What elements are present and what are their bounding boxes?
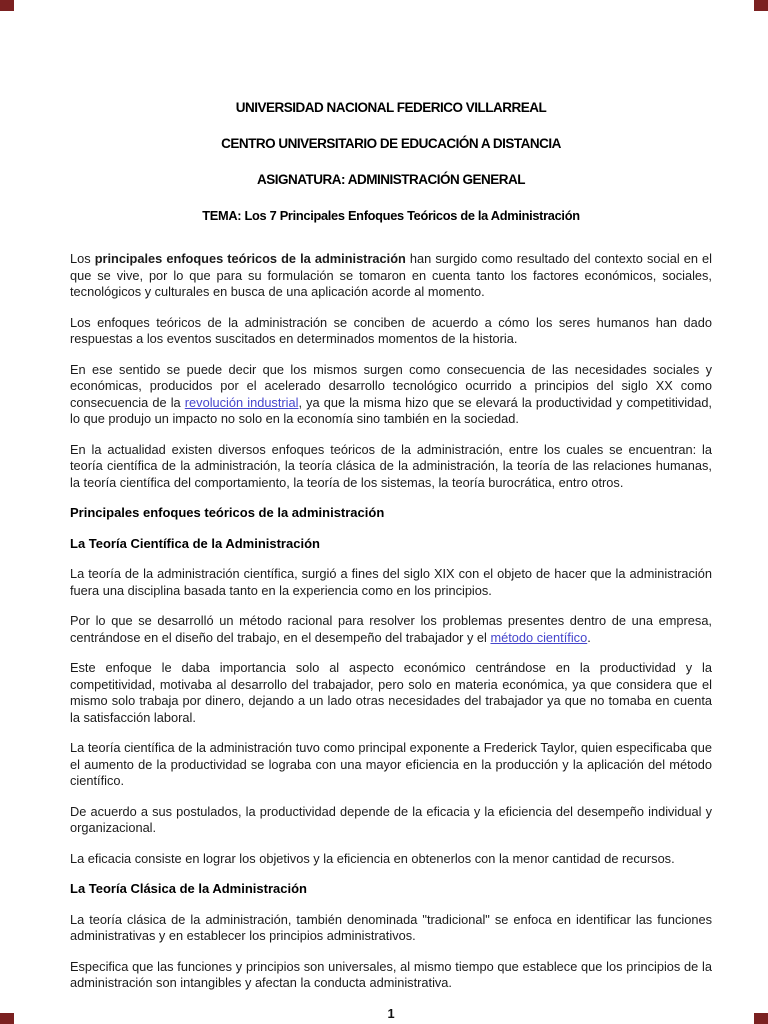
paragraph-actualidad: En la actualidad existen diversos enfoques teóricos de la administración, entre los cuales se encuentran: la teoría científica de la administración, la teoría clásica de la administración, la teoría de las relaciones humanas, la teoría científica del comportamiento, la teoría de los sistemas, la teoría burocrática, entro otros. [70, 441, 712, 490]
paragraph-sentido-post: , ya que la misma hizo que se elevará la productividad y competitividad, lo que produjo un impacto no solo en la economía sino también en la sociedad. [70, 394, 712, 426]
paragraph-metodo-racional-post: . [587, 629, 591, 645]
paragraph-frederick-taylor: La teoría científica de la administración tuvo como principal exponente a Frederick Taylor, quien especificaba que el aumento de la productividad se lograba con una mayor eficiencia en la producción y la aplicación del método científico. [70, 740, 712, 788]
link-metodo-cientifico[interactable]: método científico [490, 629, 588, 645]
paragraph-enfoques-conciben: Los enfoques teóricos de la administración se conciben de acuerdo a cómo los seres humanos han dado respuestas a los eventos suscitados en determinados momentos de la historia. [70, 314, 712, 346]
heading-teoria-cientifica: La Teoría Científica de la Administración [70, 535, 320, 551]
link-revolucion-industrial[interactable]: revolución industrial [184, 394, 299, 410]
viewer-corner-mark-bottom-right [754, 1013, 768, 1024]
paragraph-metodo-racional [70, 613, 712, 646]
heading-teoria-clasica: La Teoría Clásica de la Administración [70, 881, 307, 896]
viewer-corner-mark-bottom-left [0, 1013, 14, 1024]
paragraph-intro-bold: principales enfoques teóricos de la administración [94, 251, 406, 266]
center-title: CENTRO UNIVERSITARIO DE EDUCACIÓN A DISTANCIA [221, 136, 561, 151]
document-header [70, 99, 712, 224]
paragraph-teoria-clasica: La teoría clásica de la administración, también denominada "tradicional" se enfoca en identificar las funciones administrativas y en establecer los principios administrativos. [70, 911, 712, 943]
paragraph-eficacia: La eficacia consiste en lograr los objetivos y la eficiencia en obtenerlos con la menor cantidad de recursos. [70, 850, 675, 866]
heading-principales-enfoques: Principales enfoques teóricos de la administración [70, 505, 385, 520]
topic-title: TEMA: Los 7 Principales Enfoques Teóricos de la Administración [202, 208, 580, 223]
paragraph-intro [70, 251, 712, 301]
page-number: 1 [387, 1005, 395, 1021]
paragraph-postulados: De acuerdo a sus postulados, la productividad depende de la eficacia y la eficiencia del desempeño individual y organizacional. [70, 803, 712, 835]
document-content [70, 99, 712, 1021]
viewer-corner-mark-top-left [0, 0, 14, 11]
paragraph-intro-pre: Los [70, 251, 95, 266]
paragraph-funciones-universales: Especifica que las funciones y principios son universales, al mismo tiempo que establece que los principios de la administración son intangibles y afectan la conducta administrativa. [70, 958, 712, 990]
university-title: UNIVERSIDAD NACIONAL FEDERICO VILLARREAL [235, 100, 547, 115]
viewer-corner-mark-top-right [754, 0, 768, 11]
paragraph-sentido-pre: En ese sentido se puede decir que los mismos surgen como consecuencia de las necesidades sociales y económicas, producidos por el acelerado desarrollo tecnológico ocurrido a principios del siglo XX como consecuencia de la [70, 361, 712, 410]
course-title: ASIGNATURA: ADMINISTRACIÓN GENERAL [257, 172, 525, 187]
paragraph-metodo-racional-pre: Por lo que se desarrolló un método racional para resolver los problemas presentes dentro de una empresa, centrándose en el diseño del trabajo, en el desempeño del trabajador y el [70, 613, 712, 645]
paragraph-enfoque-economico: Este enfoque le daba importancia solo al aspecto económico centrándose en la productividad y la competitividad, motivaba al desarrollo del trabajador, pero solo en materia económica, ya que considera que el mismo solo trabaja por dinero, dejando a un lado otras necesidades del trabajador ya que no tomaba en cuenta la satisfacción laboral. [70, 660, 712, 725]
paragraph-sentido [70, 362, 712, 428]
paragraph-teoria-cientifica-origen: La teoría de la administración científica, surgió a fines del siglo XIX con el objeto de hacer que la administración fuera una disciplina basada tanto en la experiencia como en los principios. [70, 566, 712, 598]
paragraph-intro-post: han surgido como resultado del contexto social en el que se vive, por lo que para su formulación se tomaron en cuenta tanto los factores económicos, sociales, tecnológicos y culturales en busca de una aplicación acorde al momento. [70, 251, 712, 299]
